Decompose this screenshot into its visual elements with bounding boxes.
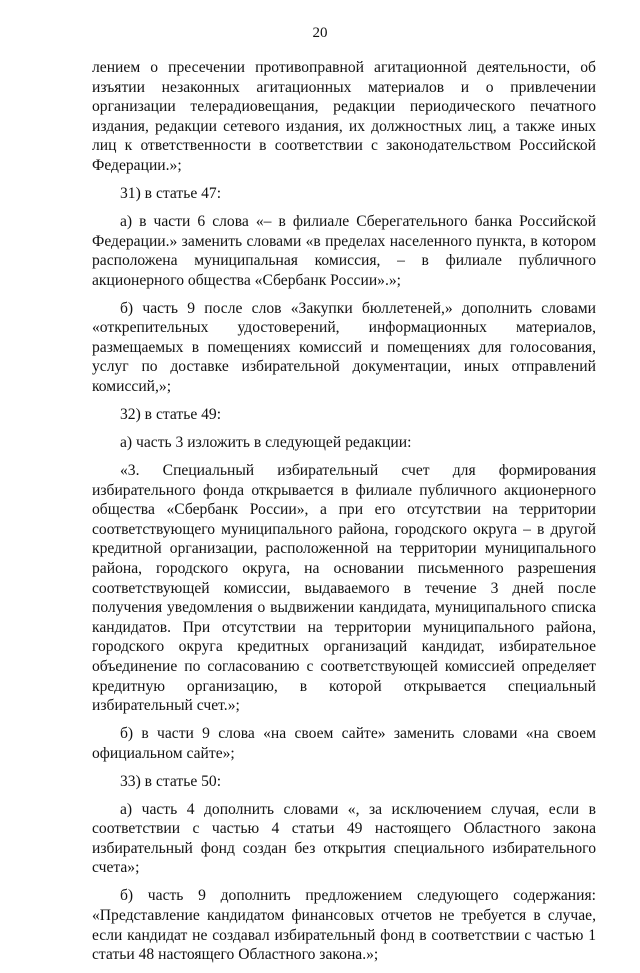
document-body: [92, 58, 596, 973]
paragraph-quoted-part-3: «3. Специальный избирательный счет для формирования избирательного фонда открывается в филиале публичного акционерного общества «Сбербанк России», а при его отсутствии на территории соответствующего муниципального района, городского округа – в другой кредитной организации, расположенной на территории муниципального района, городского округа, на основании письменного разрешения соответствующей комиссии, выдаваемого в течение 3 дней после получения уведомления о выдвижении кандидата, муниципального списка кандидатов. При отсутствии на территории муниципального района, городского округа кредитных организаций кандидат, избирательное объединение по согласованию с соответствующей комиссией определяет кредитную организацию, в которой открывается специальный избирательный счет.»;: [92, 462, 596, 715]
paragraph-item-33a: а) часть 4 дополнить словами «, за исключением случая, если в соответствии с частью 4 статьи 49 настоящего Областного закона избирательный фонд создан без открытия специального избирательного счета»;: [92, 800, 596, 877]
paragraph-item-31a: а) в части 6 слова «– в филиале Сберегательного банка Российской Федерации.» заменить словами «в пределах населенного пункта, в котором расположена муниципальная комиссия, – в филиале публичного акционерного общества «Сбербанк России».»;: [92, 212, 596, 289]
paragraph-item-31: 31) в статье 47:: [120, 184, 222, 202]
paragraph-item-31b: б) часть 9 после слов «Закупки бюллетеней,» дополнить словами «открепительных удостоверений, информационных материалов, размещаемых в помещениях комиссий и помещениях для голосования, услуг по доставке избирательной документации, иных отправлений комиссий,»;: [92, 299, 596, 396]
paragraph-item-33b: б) часть 9 дополнить предложением следующего содержания: «Представление кандидатом финансовых отчетов не требуется в случае, если кандидат не создавал избирательный фонд в соответствии с частью 1 статьи 48 настоящего Областного закона.»;: [92, 887, 596, 964]
page-number: 20: [312, 25, 328, 41]
paragraph-continuation: лением о пресечении противоправной агитационной деятельности, об изъятии незаконных агитационных материалов и о привлечении организации телерадиовещания, редакции периодического печатного издания, редакции сетевого издания, их должностных лиц, а также иных лиц к ответственности в соответствии с законодательством Российской Федерации.»;: [92, 59, 596, 174]
paragraph-item-33: 33) в статье 50:: [120, 772, 222, 790]
paragraph-item-32b: б) в части 9 слова «на своем сайте» заменить словами «на своем официальном сайте»;: [92, 725, 596, 762]
paragraph-item-32: 32) в статье 49:: [120, 406, 222, 424]
paragraph-item-32a: а) часть 3 изложить в следующей редакции:: [120, 434, 412, 452]
